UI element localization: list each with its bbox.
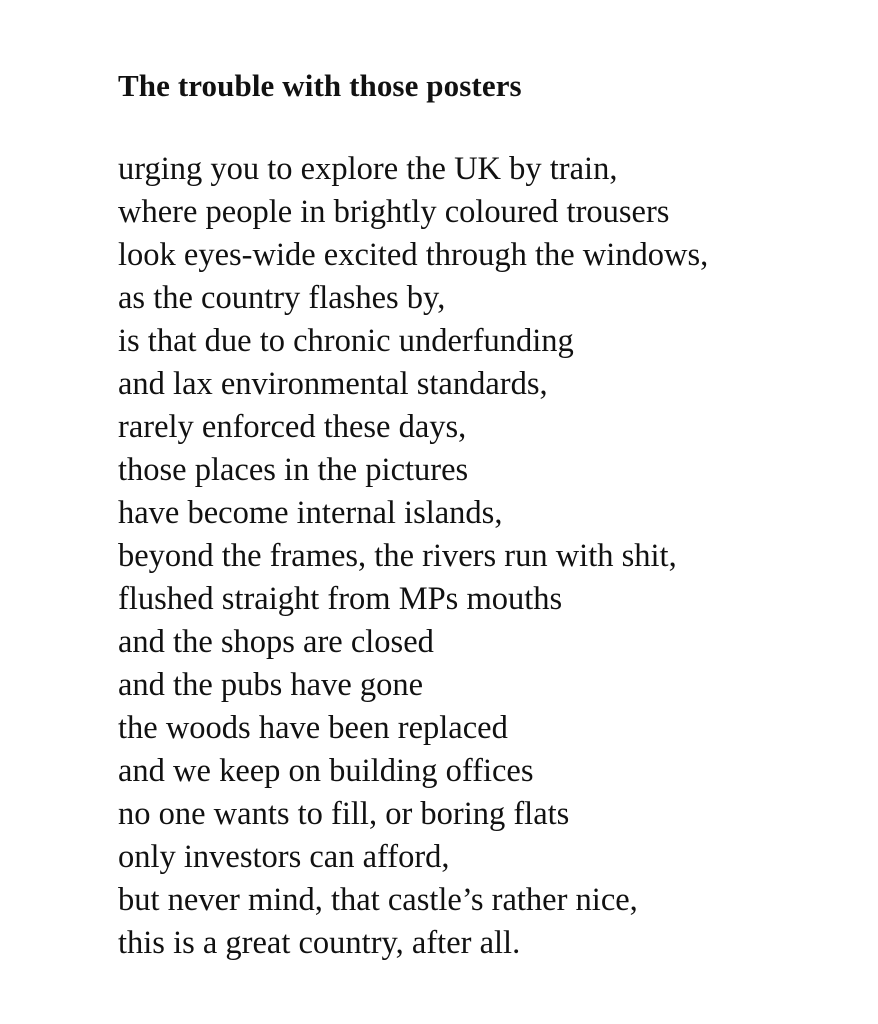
poem-title: The trouble with those posters: [118, 68, 522, 103]
poem-line: and we keep on building offices: [118, 753, 534, 789]
poem-line: but never mind, that castle’s rather nice,: [118, 882, 638, 918]
poem-line: as the country flashes by,: [118, 280, 446, 316]
poem-line: only investors can afford,: [118, 839, 450, 875]
poem-page: [118, 62, 858, 965]
poem-line: and lax environmental standards,: [118, 366, 548, 402]
poem-line: those places in the pictures: [118, 452, 469, 488]
poem-line: where people in brightly coloured trousers: [118, 194, 670, 230]
poem-line: beyond the frames, the rivers run with shit,: [118, 538, 677, 574]
poem-line: the woods have been replaced: [118, 710, 508, 746]
poem-line: is that due to chronic underfunding: [118, 323, 574, 359]
poem-line: and the pubs have gone: [118, 667, 424, 703]
poem-line: this is a great country, after all.: [118, 925, 521, 961]
poem-line: urging you to explore the UK by train,: [118, 151, 618, 187]
poem-line: flushed straight from MPs mouths: [118, 581, 563, 617]
poem-line: look eyes-wide excited through the windows,: [118, 237, 709, 273]
poem-body: [118, 148, 858, 965]
poem-line: rarely enforced these days,: [118, 409, 467, 445]
poem-line: no one wants to fill, or boring flats: [118, 796, 570, 832]
poem-line: have become internal islands,: [118, 495, 503, 531]
poem-line: and the shops are closed: [118, 624, 434, 660]
